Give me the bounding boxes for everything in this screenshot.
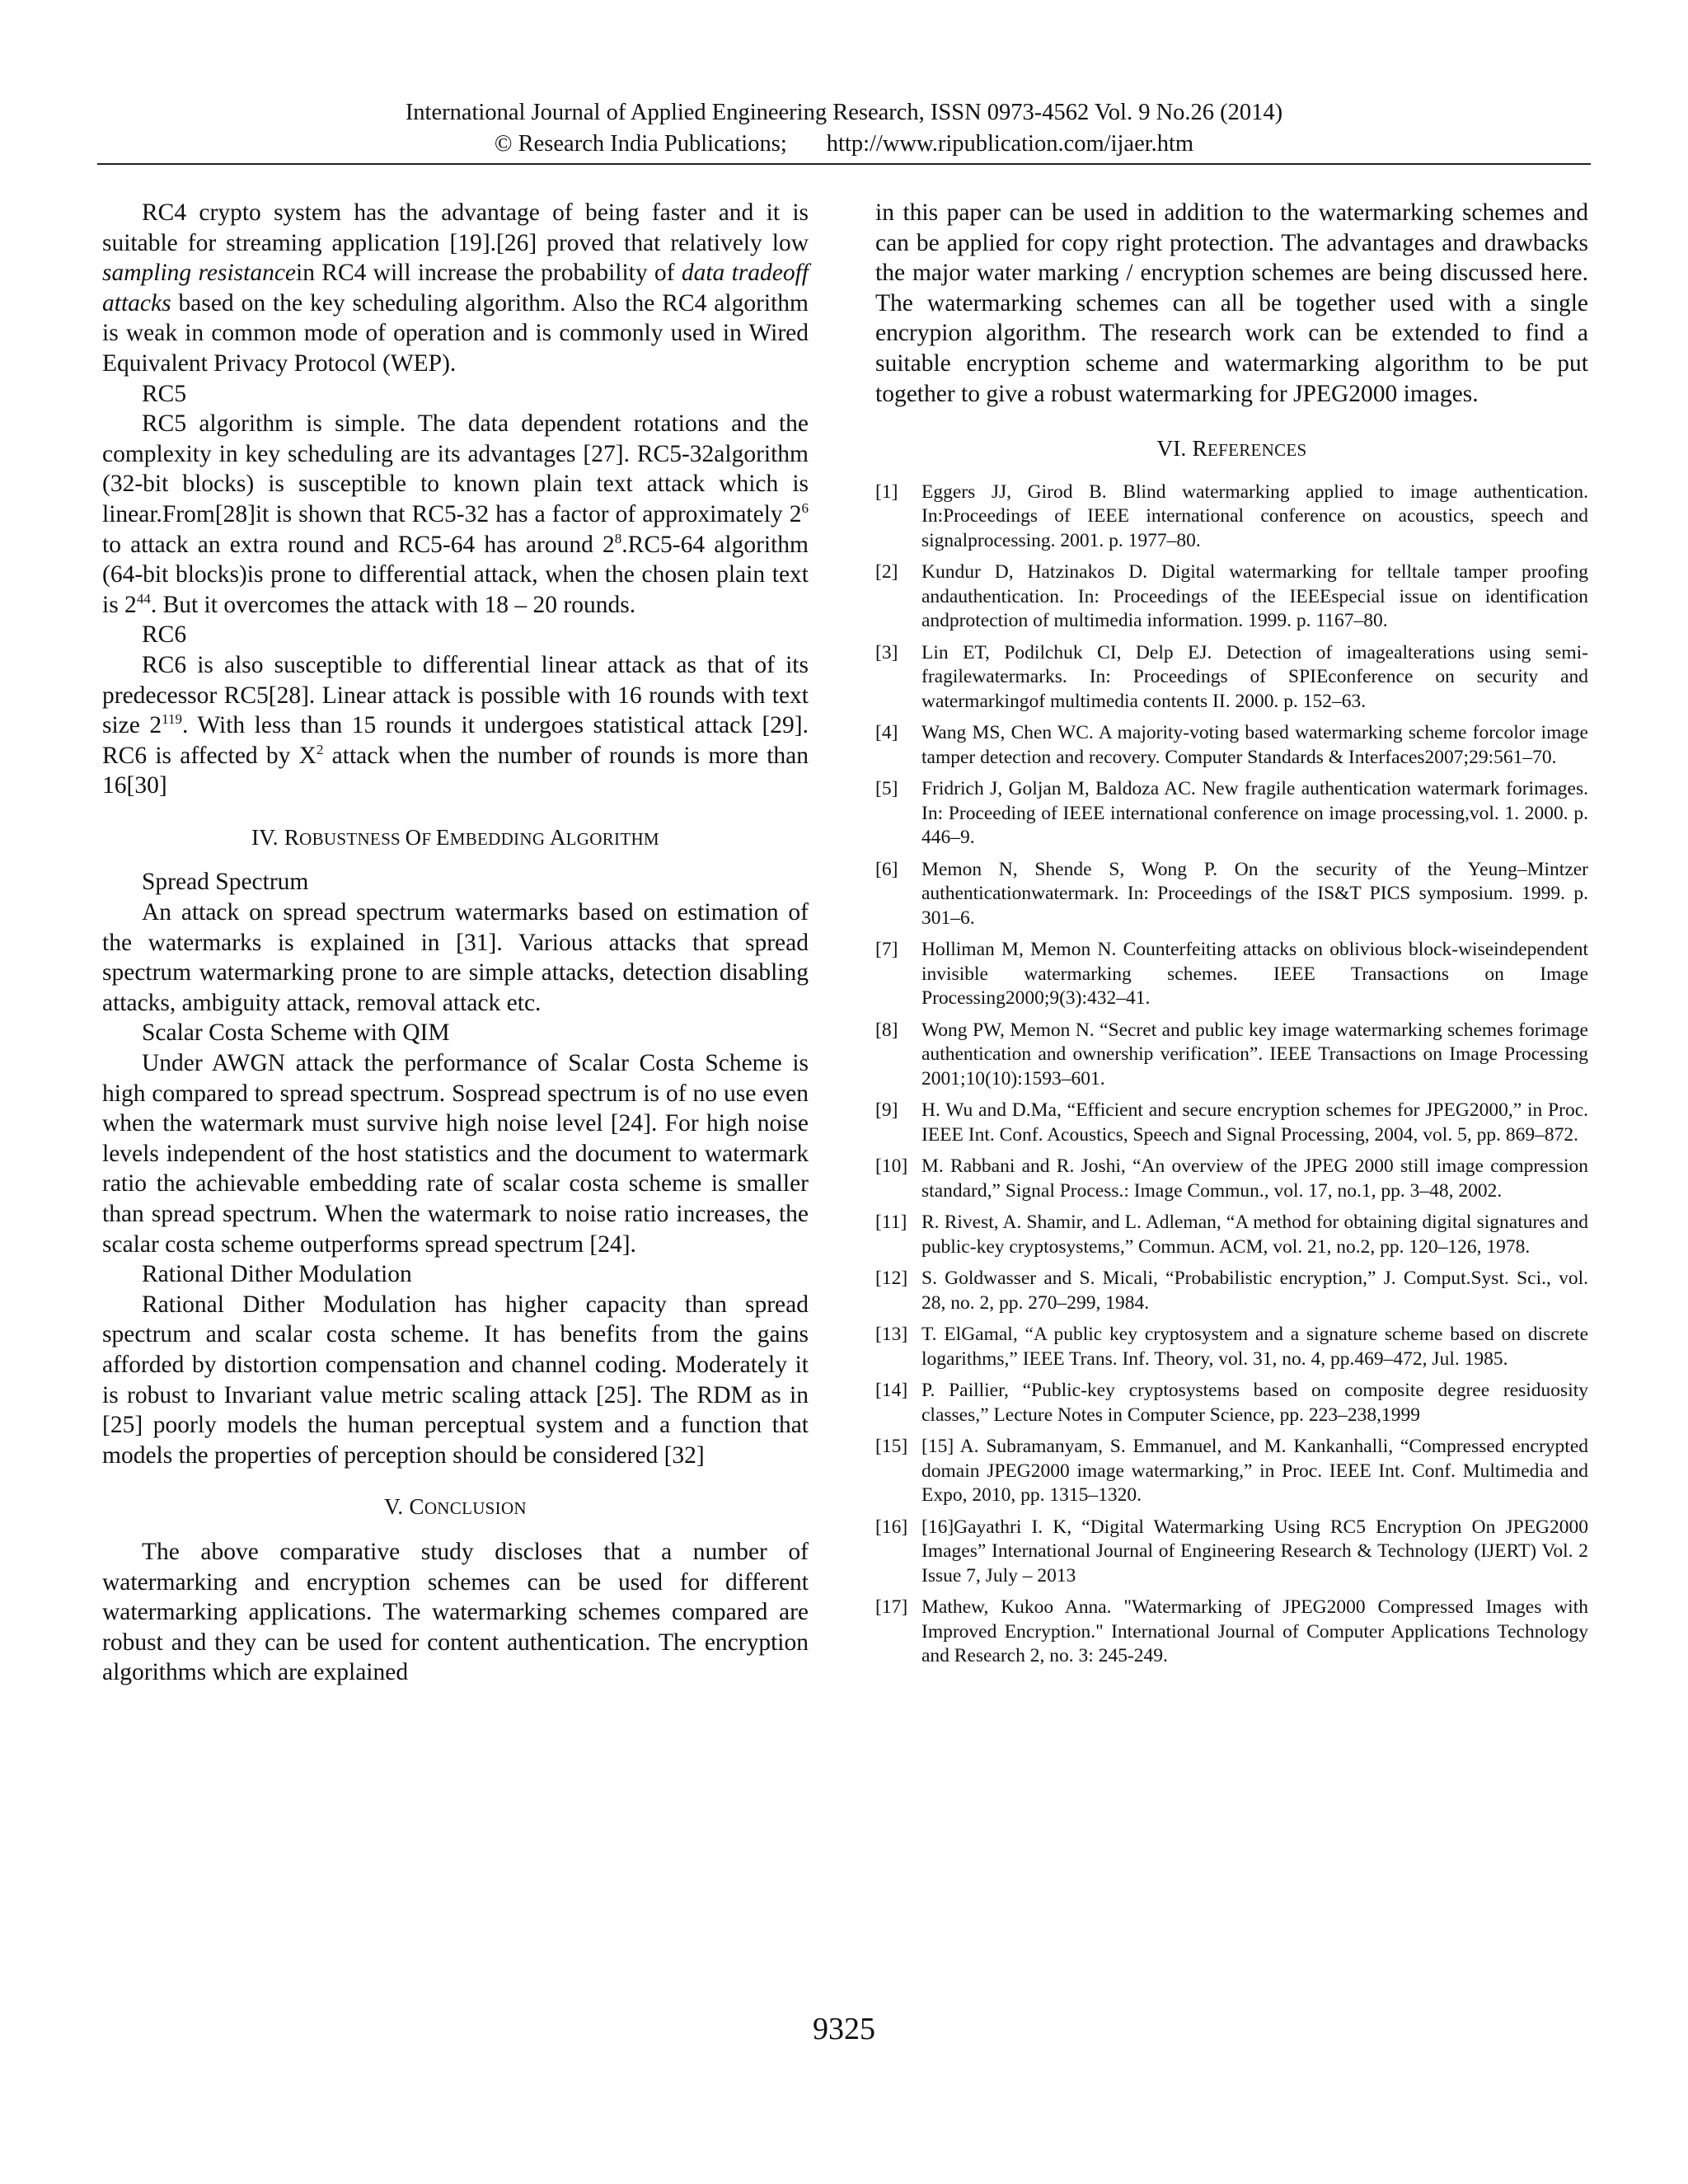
rc6-sup-2: 2 bbox=[316, 741, 324, 757]
heading-cap: C bbox=[409, 1494, 424, 1520]
reference-text: T. ElGamal, “A public key cryptosystem and a signature scheme based on discrete logarithms,” IEEE Trans. Inf. Theory, vol. 31, no. 4, pp.469–472, Jul. 1985. bbox=[921, 1324, 1588, 1370]
reference-number: [8] bbox=[875, 1019, 898, 1041]
section-number: VI. bbox=[1156, 436, 1193, 462]
reference-item bbox=[875, 560, 1588, 634]
rc5-text-4: . But it overcomes the attack with 18 – 20 rounds. bbox=[150, 591, 636, 618]
left-column bbox=[102, 198, 809, 1688]
publisher: © Research India Publications; bbox=[494, 131, 787, 157]
rc5-text-1: RC5 algorithm is simple. The data dependent rotations and the complexity in key scheduling are its advantages [27]. RC5-32algorithm (32-bit blocks) is susceptible to known plain text attack which is linear.From[28]it is shown that RC5-32 has a factor of approximately 2 bbox=[102, 410, 809, 527]
heading-cap: O bbox=[405, 824, 422, 850]
reference-item bbox=[875, 641, 1588, 715]
reference-item bbox=[875, 858, 1588, 931]
rc6-sup-1: 119 bbox=[162, 711, 182, 728]
rc6-text-2: . With less than 15 rounds it undergoes statistical attack [29]. RC6 is affected by X bbox=[102, 712, 809, 769]
reference-text: Memon N, Shende S, Wong P. On the security of the Yeung–Mintzer authenticationwatermark. In: Proceedings of the IS&T PICS symposium. 1999. p. 301–6. bbox=[921, 858, 1588, 929]
reference-text: Kundur D, Hatzinakos D. Digital watermarking for telltale tamper proofing andauthentication. In: Proceedings of the IEEEspecial issue on identification andprotection of multimedia information. 1999. p. 1167–80. bbox=[921, 561, 1588, 632]
reference-item bbox=[875, 1596, 1588, 1669]
rc6-text-3: attack when the number of rounds is more than 16[30] bbox=[102, 742, 809, 799]
rc4-emphasis-2: data tradeoff attacks bbox=[102, 260, 809, 316]
reference-text: Lin ET, Podilchuk CI, Delp EJ. Detection of imagealterations using semi-fragilewatermarks. In: Proceedings of SPIEconference on security and watermarkingof multimedia contents II. 2000. p. 152–63. bbox=[921, 641, 1588, 712]
reference-text: Holliman M, Memon N. Counterfeiting attacks on oblivious block-wiseindependent invisible watermarking schemes. IEEE Transactions on Image Processing2000;9(3):432–41. bbox=[921, 939, 1588, 1010]
rc5-sup-1: 6 bbox=[801, 499, 809, 516]
heading-smallcaps: MBEDDING bbox=[449, 828, 550, 849]
spread-spectrum-paragraph: An attack on spread spectrum watermarks based on estimation of the watermarks is explained in [31]. Various attacks that spread spectrum watermarking prone to are simple attacks, detection disabling attacks, ambiguity attack, removal attack etc. bbox=[102, 899, 809, 1016]
reference-text: H. Wu and D.Ma, “Efficient and secure encryption schemes for JPEG2000,” in Proc. IEEE Int. Conf. Acoustics, Speech and Signal Processing, 2004, vol. 5, pp. 869–872. bbox=[921, 1099, 1588, 1146]
reference-number: [6] bbox=[875, 858, 898, 880]
reference-text: Eggers JJ, Girod B. Blind watermarking applied to image authentication. In:Proceedings of IEEE international conference on acoustics, speech and signalprocessing. 2001. p. 1977–80. bbox=[921, 480, 1588, 551]
heading-smallcaps: EFERENCES bbox=[1207, 440, 1307, 461]
running-header bbox=[0, 97, 1688, 160]
section-number: IV. bbox=[251, 824, 284, 850]
reference-text: Wang MS, Chen WC. A majority-voting based watermarking scheme forcolor image tamper detection and recovery. Computer Standards & Interfaces2007;29:561–70. bbox=[921, 722, 1588, 768]
rc5-paragraph bbox=[102, 409, 809, 620]
reference-item bbox=[875, 777, 1588, 851]
reference-item bbox=[875, 721, 1588, 770]
rc4-emphasis-1: sampling resistance bbox=[102, 260, 297, 287]
reference-text: [16]Gayathri I. K, “Digital Watermarking Using RC5 Encryption On JPEG2000 Images” International Journal of Engineering Research & Technology (IJERT) Vol. 2 Issue 7, July – 2013 bbox=[921, 1516, 1588, 1586]
scalar-costa-paragraph: Under AWGN attack the performance of Scalar Costa Scheme is high compared to spread spectrum. Sospread spectrum is of no use even when the watermark must survive high noise level [24]. For high noise levels independent of the host statistics and the document to watermark ratio the achievable embedding rate of scalar costa scheme is smaller than spread spectrum. When the watermark to noise ratio increases, the scalar costa scheme outperforms spread spectrum [24]. bbox=[102, 1050, 809, 1258]
section-number: V. bbox=[384, 1494, 410, 1520]
reference-item bbox=[875, 1019, 1588, 1092]
reference-item bbox=[875, 1155, 1588, 1203]
rc4-paragraph bbox=[102, 198, 809, 379]
heading-cap: A bbox=[549, 824, 566, 850]
rc5-heading: RC5 bbox=[142, 380, 187, 407]
reference-number: [17] bbox=[875, 1596, 908, 1619]
rc5-text-2: to attack an extra round and RC5-64 has around 2 bbox=[102, 531, 615, 558]
reference-text: [15] A. Subramanyam, S. Emmanuel, and M. Kankanhalli, “Compressed encrypted domain JPEG2000 image watermarking,” in Proc. IEEE Int. Conf. Multimedia and Expo, 2010, pp. 1315–1320. bbox=[921, 1436, 1588, 1507]
right-column bbox=[875, 198, 1588, 1676]
section-heading-conclusion bbox=[102, 1492, 809, 1524]
reference-number: [4] bbox=[875, 722, 898, 744]
rdm-paragraph: Rational Dither Modulation has higher capacity than spread spectrum and scalar costa scheme. It has benefits from the gains afforded by distortion compensation and channel coding. Moderately it is robust to Invariant value metric scaling attack [25]. The RDM as in [25] poorly models the human perceptual system and a function that models the properties of perception should be considered [32] bbox=[102, 1291, 809, 1469]
reference-number: [15] bbox=[875, 1436, 908, 1458]
rc6-text-1: RC6 is also susceptible to differential linear attack as that of its predecessor RC5[28]. Linear attack is possible with 16 rounds with text size 2 bbox=[102, 651, 809, 739]
publisher-line bbox=[0, 129, 1688, 160]
reference-text: P. Paillier, “Public-key cryptosystems based on composite degree residuosity classes,” Lecture Notes in Computer Science, pp. 223–238,1999 bbox=[921, 1380, 1588, 1426]
section-heading-robustness bbox=[102, 823, 809, 855]
rc4-text-2: in RC4 will increase the probability of bbox=[296, 260, 682, 287]
reference-item bbox=[875, 1516, 1588, 1589]
reference-text: Mathew, Kukoo Anna. "Watermarking of JPEG2000 Compressed Images with Improved Encryption." International Journal of Computer Applications Technology and Research 2, no. 3: 245-249. bbox=[921, 1596, 1588, 1667]
rc6-paragraph bbox=[102, 650, 809, 801]
reference-text: Fridrich J, Goljan M, Baldoza AC. New fragile authentication watermark forimages. In: Proceeding of IEEE international conference on image processing,vol. 1. 2000. p. 446–9. bbox=[921, 778, 1588, 849]
rc4-text-1: RC4 crypto system has the advantage of being faster and it is suitable for streaming application [19].[26] proved that relatively low bbox=[102, 199, 809, 256]
reference-item bbox=[875, 1379, 1588, 1427]
rdm-heading: Rational Dither Modulation bbox=[142, 1261, 412, 1288]
reference-item bbox=[875, 1267, 1588, 1315]
spread-spectrum-heading: Spread Spectrum bbox=[142, 869, 309, 896]
heading-cap: R bbox=[1192, 436, 1207, 462]
heading-smallcaps: OBUSTNESS bbox=[299, 828, 406, 849]
reference-number: [16] bbox=[875, 1516, 908, 1538]
reference-text: M. Rabbani and R. Joshi, “An overview of the JPEG 2000 still image compression standard,” Signal Process.: Image Commun., vol. 17, no.1, pp. 3–48, 2002. bbox=[921, 1155, 1588, 1202]
heading-cap: R bbox=[284, 824, 300, 850]
reference-number: [1] bbox=[875, 480, 898, 503]
heading-smallcaps: ONCLUSION bbox=[424, 1498, 527, 1519]
journal-title: International Journal of Applied Engineering Research, ISSN 0973-4562 Vol. 9 No.26 (2014) bbox=[405, 100, 1283, 125]
reference-item bbox=[875, 1323, 1588, 1371]
scalar-costa-heading: Scalar Costa Scheme with QIM bbox=[142, 1019, 450, 1047]
rc5-sup-3: 44 bbox=[136, 590, 151, 607]
reference-text: R. Rivest, A. Shamir, and L. Adleman, “A method for obtaining digital signatures and public-key cryptosystems,” Commun. ACM, vol. 21, no.2, pp. 120–126, 1978. bbox=[921, 1212, 1588, 1258]
reference-number: [2] bbox=[875, 561, 898, 583]
rc5-sup-2: 8 bbox=[614, 530, 622, 546]
reference-item bbox=[875, 1435, 1588, 1508]
conclusion-continued: in this paper can be used in addition to the watermarking schemes and can be applied for copy right protection. The advantages and drawbacks the major water marking / encryption schemes are being discussed here. The watermarking schemes can all be together used with a single encrypion algorithm. The research work can be extended to find a suitable encryption scheme and watermarking algorithm to be put together to give a robust watermarking for JPEG2000 images. bbox=[875, 199, 1588, 407]
journal-url[interactable]: http://www.ripublication.com/ijaer.htm bbox=[826, 131, 1194, 157]
reference-number: [12] bbox=[875, 1268, 908, 1290]
header-rule bbox=[97, 163, 1591, 165]
reference-number: [14] bbox=[875, 1380, 908, 1402]
rc5-text-3: .RC5-64 algorithm (64-bit blocks)is prone to differential attack, when the chosen plain text is 2 bbox=[102, 531, 809, 618]
reference-text: S. Goldwasser and S. Micali, “Probabilistic encryption,” J. Comput.Syst. Sci., vol. 28, no. 2, pp. 270–299, 1984. bbox=[921, 1268, 1588, 1314]
section-heading-references bbox=[875, 434, 1588, 466]
reference-number: [3] bbox=[875, 641, 898, 663]
rc6-heading: RC6 bbox=[142, 621, 187, 649]
reference-item bbox=[875, 938, 1588, 1011]
reference-item bbox=[875, 1099, 1588, 1147]
reference-text: Wong PW, Memon N. “Secret and public key image watermarking schemes forimage authentication and ownership verification”. IEEE Transactions on Image Processing 2001;10(10):1593–601. bbox=[921, 1019, 1588, 1090]
conclusion-paragraph: The above comparative study discloses that a number of watermarking and encryption schemes can be used for different watermarking applications. The watermarking schemes compared are robust and they can be used for content authentication. The encryption algorithms which are explained bbox=[102, 1538, 809, 1686]
reference-number: [7] bbox=[875, 939, 898, 961]
reference-list bbox=[875, 480, 1588, 1669]
rc4-text-3: based on the key scheduling algorithm. Also the RC4 algorithm is weak in common mode of operation and is commonly used in Wired Equivalent Privacy Protocol (WEP). bbox=[102, 289, 809, 377]
reference-item bbox=[875, 1211, 1588, 1259]
reference-number: [9] bbox=[875, 1099, 898, 1122]
reference-item bbox=[875, 480, 1588, 554]
heading-smallcaps: LGORITHM bbox=[565, 828, 659, 849]
reference-number: [10] bbox=[875, 1155, 908, 1178]
reference-number: [13] bbox=[875, 1324, 908, 1346]
heading-cap: E bbox=[435, 824, 450, 850]
reference-number: [11] bbox=[875, 1212, 907, 1234]
page-number: 9325 bbox=[813, 2012, 875, 2046]
heading-smallcaps: F bbox=[421, 828, 436, 849]
reference-number: [5] bbox=[875, 778, 898, 800]
